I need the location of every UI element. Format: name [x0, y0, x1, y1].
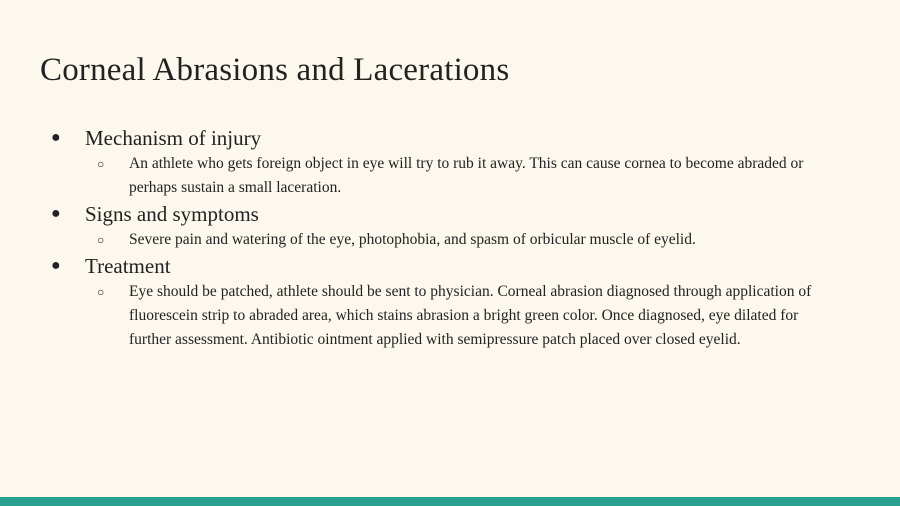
accent-bar [0, 497, 900, 506]
sub-bullet-item [40, 280, 819, 352]
sub-bullet-icon: ○ [97, 233, 105, 247]
bullet-heading: Signs and symptoms [85, 202, 259, 226]
bullet-item-treatment [40, 252, 840, 280]
sub-bullet-text: Eye should be patched, athlete should be sent to physician. Corneal abrasion diagnosed through application of fluorescein strip to abraded area, which stains abrasion a bright green color. Once diagnosed, eye dilated for further assessment. Antibiotic ointment applied with semipressure patch placed over closed eyelid. [129, 283, 812, 348]
bullet-icon: ● [51, 205, 61, 222]
sub-bullet-item [40, 152, 819, 200]
sub-bullet-text: Severe pain and watering of the eye, photophobia, and spasm of orbicular muscle of eyelid. [129, 231, 696, 248]
bullet-heading: Treatment [85, 254, 171, 278]
bullet-heading: Mechanism of injury [85, 126, 262, 150]
bullet-item-mechanism [40, 124, 840, 152]
bullet-icon: ● [51, 129, 61, 146]
slide-title: Corneal Abrasions and Lacerations [40, 52, 510, 88]
bullet-icon: ● [51, 257, 61, 274]
bullet-list [40, 124, 840, 352]
sub-bullet-text: An athlete who gets foreign object in eye will try to rub it away. This can cause cornea to become abraded or perhaps sustain a small laceration. [129, 155, 804, 196]
sub-bullet-icon: ○ [97, 285, 105, 299]
bullet-item-signs [40, 200, 840, 228]
sub-bullet-icon: ○ [97, 157, 105, 171]
sub-bullet-item [40, 228, 819, 252]
